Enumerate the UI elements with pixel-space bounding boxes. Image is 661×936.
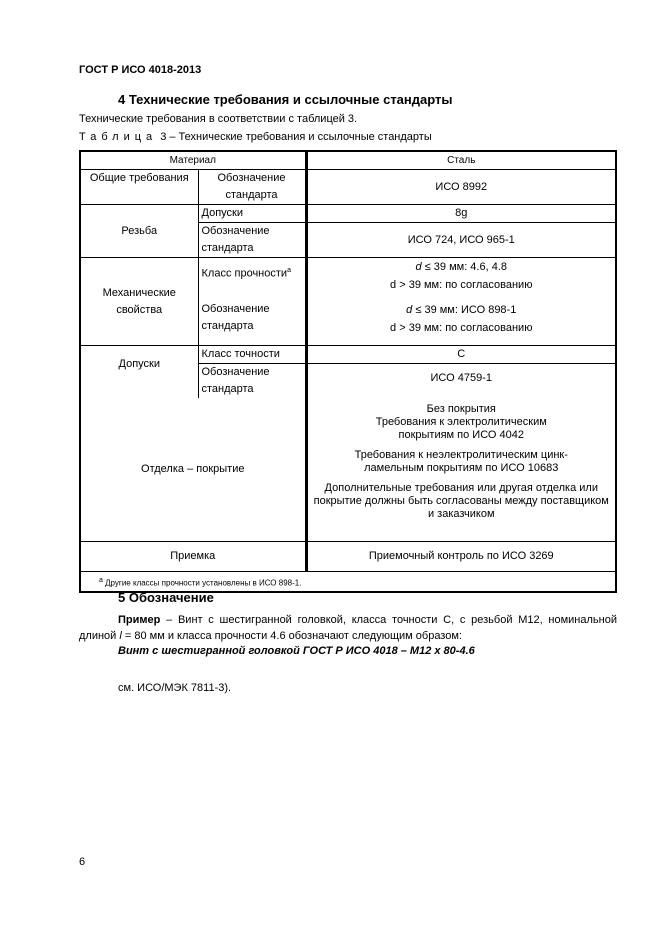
thread-tol-label: Допуски	[198, 205, 306, 223]
thread-std-value: ИСО 724, ИСО 965-1	[306, 223, 616, 258]
d-symbol: d	[415, 261, 422, 273]
table-footnote	[80, 571, 616, 592]
tol-finish-values	[306, 364, 616, 542]
mech-std-v2: d > 39 мм: по согласованию	[390, 321, 533, 334]
example-label: Пример	[118, 614, 161, 626]
tol-class-label: Класс точности	[198, 346, 306, 364]
table-header-row	[80, 151, 616, 170]
finish-v2: Требования к электролитическим покрытиям по ИСО 4042	[375, 416, 547, 441]
example-text-2: = 80 мм и класса прочности 4.6 обозначают следующим образом:	[121, 630, 462, 642]
tol-std-value: ИСО 4759-1	[430, 372, 492, 384]
row-label-acceptance: Приемка	[80, 541, 306, 571]
d-symbol: d	[406, 303, 413, 316]
requirements-table	[79, 150, 617, 593]
mech-std-value	[306, 301, 616, 346]
table-row	[80, 346, 616, 364]
row-label-thread: Резьба	[80, 205, 198, 258]
thread-tol-value: 8g	[306, 205, 616, 223]
finish-v1: Без покрытия	[426, 403, 496, 415]
footnote-mark: a	[99, 576, 103, 584]
length-symbol: l	[119, 630, 122, 642]
mech-class-v1	[311, 258, 612, 276]
thread-std-label: Обозначение стандарта	[198, 223, 306, 258]
footnote-marker: a	[287, 267, 291, 274]
mech-std-v1	[311, 301, 612, 319]
table-row	[80, 170, 616, 205]
table-caption-text: 3 – Технические требования и ссылочные стандарты	[160, 131, 432, 143]
reference-text: см. ИСО/МЭК 7811-3).	[118, 682, 232, 694]
finish-v4: Дополнительные требования или другая отделка или покрытие должны быть согласованы между поставщиком и заказчиком	[313, 482, 609, 520]
table-caption	[79, 131, 432, 143]
acceptance-value: Приемочный контроль по ИСО 3269	[306, 541, 616, 571]
mech-class-v1-text: ≤ 39 мм: 4.6, 4.8	[421, 261, 507, 273]
mech-class-v2: d > 39 мм: по согласованию	[390, 279, 533, 291]
mech-class-value	[306, 258, 616, 301]
page-number: 6	[79, 856, 86, 868]
row-label-mech: Механические свойства	[80, 258, 198, 346]
general-sub-label: Обозначение стандарта	[198, 170, 306, 205]
row-label-general: Общие требования	[80, 170, 198, 205]
section-5-title: 5 Обозначение	[118, 590, 214, 605]
finish-v3: Требования к неэлектролитическим цинк-ламельным покрытиям по ИСО 10683	[354, 449, 568, 474]
row-label-finish: Отделка – покрытие	[80, 398, 306, 541]
table-row	[80, 541, 616, 571]
header-material: Материал	[80, 151, 306, 170]
general-value: ИСО 8992	[306, 170, 616, 205]
document-code-header: ГОСТ Р ИСО 4018-2013	[79, 64, 202, 76]
table-row	[80, 205, 616, 223]
mech-class-label	[198, 258, 306, 301]
row-label-tolerances: Допуски	[80, 346, 198, 399]
table-row	[80, 258, 616, 301]
example-paragraph	[79, 612, 617, 644]
tol-class-value: C	[306, 346, 616, 364]
mech-std-label: Обозначение стандарта	[198, 301, 306, 346]
table-footnote-row	[80, 571, 616, 592]
example-text-1: – Винт с шестигранной головкой, класса точности C, с резьбой M12, номинальной длиной	[79, 614, 617, 642]
designation-example: Винт с шестигранной головкой ГОСТ Р ИСО 4018 – M12 x 80-4.6	[118, 645, 475, 657]
header-steel: Сталь	[306, 151, 616, 170]
mech-std-v1-text: ≤ 39 мм: ИСО 898-1	[412, 303, 517, 316]
section-4-title: 4 Технические требования и ссылочные стандарты	[118, 92, 453, 107]
table-caption-word: Таблица	[79, 131, 158, 143]
footnote-text: Другие классы прочности установлены в ИСО 898-1.	[105, 578, 302, 588]
section-4-intro: Технические требования в соответствии с таблицей 3.	[79, 113, 358, 125]
tol-std-label: Обозначение стандарта	[198, 364, 306, 399]
mech-class-text: Класс прочности	[201, 267, 288, 280]
